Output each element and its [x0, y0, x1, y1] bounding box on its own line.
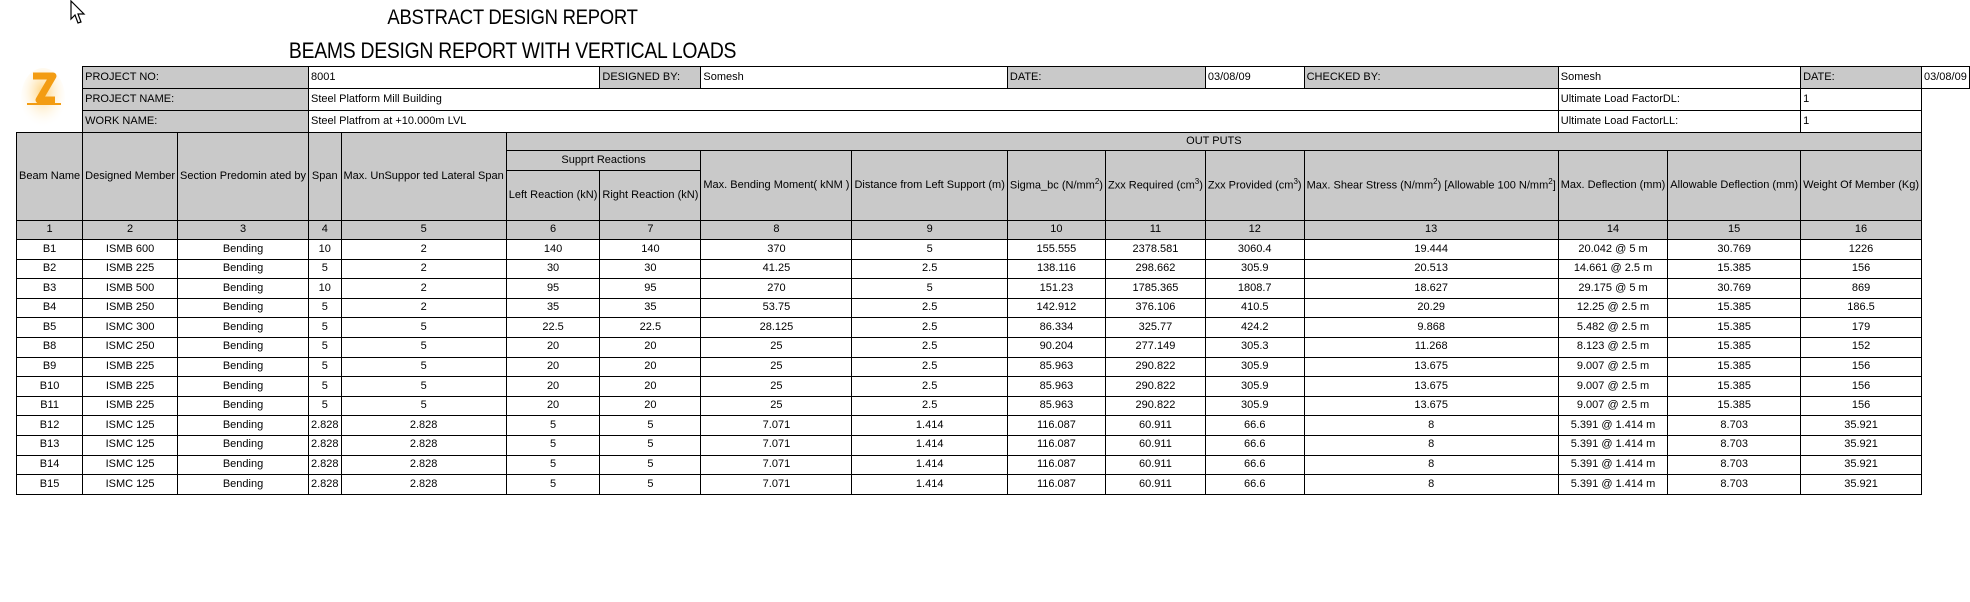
header-left-reaction: Left Reaction (kN): [506, 171, 600, 221]
table-cell: ISMC 250: [83, 337, 178, 357]
table-cell: 14.661 @ 2.5 m: [1558, 259, 1668, 279]
report-title: ABSTRACT DESIGN REPORT: [387, 6, 638, 29]
table-cell: 5: [341, 337, 506, 357]
table-cell: Bending: [178, 259, 309, 279]
table-cell: 2.828: [341, 475, 506, 495]
column-number: 7: [600, 221, 701, 240]
table-cell: 1808.7: [1205, 279, 1304, 299]
column-number: 14: [1558, 221, 1668, 240]
table-cell: 35.921: [1801, 435, 1922, 455]
header-span: Span: [308, 133, 341, 221]
table-cell: 19.444: [1304, 240, 1558, 260]
column-number: 10: [1007, 221, 1105, 240]
table-cell: 8.703: [1668, 455, 1801, 475]
table-cell: 35: [506, 298, 600, 318]
table-cell: Bending: [178, 279, 309, 299]
header-outputs: OUT PUTS: [506, 133, 1921, 151]
table-cell: 15.385: [1668, 377, 1801, 397]
table-cell: 277.149: [1105, 337, 1205, 357]
table-cell: 2.828: [341, 416, 506, 436]
table-cell: B8: [17, 337, 83, 357]
table-cell: 1.414: [852, 455, 1007, 475]
table-cell: 60.911: [1105, 475, 1205, 495]
table-cell: 179: [1801, 318, 1922, 338]
table-cell: 325.77: [1105, 318, 1205, 338]
table-cell: ISMB 225: [83, 259, 178, 279]
date-value: 03/08/09: [1205, 67, 1304, 89]
table-cell: 5: [852, 279, 1007, 299]
table-cell: 35.921: [1801, 475, 1922, 495]
header-max-unsupported-span: Max. UnSuppor ted Lateral Span: [341, 133, 506, 221]
work-name-label: WORK NAME:: [83, 111, 309, 133]
header-right-reaction: Right Reaction (kN): [600, 171, 701, 221]
table-cell: 5: [506, 416, 600, 436]
table-cell: ISMB 250: [83, 298, 178, 318]
table-cell: 116.087: [1007, 416, 1105, 436]
table-cell: 290.822: [1105, 377, 1205, 397]
date-label: DATE:: [1007, 67, 1205, 89]
checked-by-label: CHECKED BY:: [1304, 67, 1558, 89]
table-cell: Bending: [178, 416, 309, 436]
table-cell: 15.385: [1668, 337, 1801, 357]
table-cell: 2.828: [308, 416, 341, 436]
table-cell: 66.6: [1205, 416, 1304, 436]
table-cell: Bending: [178, 337, 309, 357]
table-cell: 20: [506, 377, 600, 397]
column-number: 13: [1304, 221, 1558, 240]
logo-cell: [17, 67, 83, 133]
table-cell: 5: [341, 357, 506, 377]
table-cell: 5: [308, 259, 341, 279]
table-cell: 2.828: [341, 435, 506, 455]
table-cell: 30: [506, 259, 600, 279]
table-cell: B13: [17, 435, 83, 455]
table-cell: 20.513: [1304, 259, 1558, 279]
table-cell: B9: [17, 357, 83, 377]
table-cell: 8: [1304, 455, 1558, 475]
table-cell: 424.2: [1205, 318, 1304, 338]
table-cell: 152: [1801, 337, 1922, 357]
table-cell: Bending: [178, 377, 309, 397]
table-cell: 5: [852, 240, 1007, 260]
table-cell: 90.204: [1007, 337, 1105, 357]
table-cell: 9.007 @ 2.5 m: [1558, 396, 1668, 416]
table-cell: 9.007 @ 2.5 m: [1558, 357, 1668, 377]
table-cell: 1785.365: [1105, 279, 1205, 299]
table-cell: 60.911: [1105, 435, 1205, 455]
column-number-row: [17, 221, 1970, 240]
table-cell: 2.5: [852, 396, 1007, 416]
table-cell: 2.828: [308, 435, 341, 455]
table-cell: 270: [701, 279, 852, 299]
table-cell: 156: [1801, 396, 1922, 416]
project-name-value: Steel Platform Mill Building: [308, 89, 1558, 111]
table-cell: 9.007 @ 2.5 m: [1558, 377, 1668, 397]
table-cell: 30: [600, 259, 701, 279]
table-cell: 5: [308, 377, 341, 397]
table-cell: 2.5: [852, 357, 1007, 377]
table-cell: 290.822: [1105, 357, 1205, 377]
table-cell: 8.703: [1668, 475, 1801, 495]
table-cell: 116.087: [1007, 455, 1105, 475]
column-number: 4: [308, 221, 341, 240]
table-cell: ISMB 600: [83, 240, 178, 260]
table-cell: 290.822: [1105, 396, 1205, 416]
table-cell: 5: [341, 318, 506, 338]
table-cell: 22.5: [506, 318, 600, 338]
table-cell: ISMC 125: [83, 416, 178, 436]
designed-by-value: Somesh: [701, 67, 1008, 89]
table-cell: 2.5: [852, 318, 1007, 338]
date2-value: 03/08/09: [1922, 67, 1970, 89]
table-cell: 2.5: [852, 377, 1007, 397]
header-section-predominated: Section Predomin ated by: [178, 133, 309, 221]
table-cell: 12.25 @ 2.5 m: [1558, 298, 1668, 318]
table-cell: 140: [600, 240, 701, 260]
table-cell: 53.75: [701, 298, 852, 318]
table-cell: 298.662: [1105, 259, 1205, 279]
table-cell: 20: [600, 357, 701, 377]
table-cell: 5: [308, 337, 341, 357]
table-cell: 1226: [1801, 240, 1922, 260]
table-cell: ISMC 125: [83, 455, 178, 475]
checked-by-value: Somesh: [1558, 67, 1800, 89]
table-cell: 85.963: [1007, 396, 1105, 416]
table-cell: ISMB 500: [83, 279, 178, 299]
table-cell: 60.911: [1105, 416, 1205, 436]
header-support-reactions: Supprt Reactions: [506, 151, 701, 171]
table-cell: 25: [701, 337, 852, 357]
table-cell: Bending: [178, 240, 309, 260]
table-cell: 20: [506, 337, 600, 357]
table-cell: 7.071: [701, 416, 852, 436]
table-cell: 1.414: [852, 475, 1007, 495]
header-beam-name: Beam Name: [17, 133, 83, 221]
column-number: 3: [178, 221, 309, 240]
header-sigma-bc: Sigma_bc $(N/mm^2)$: [1007, 151, 1105, 221]
table-row: [17, 455, 1970, 475]
table-cell: 2.5: [852, 298, 1007, 318]
table-row: [17, 240, 1970, 260]
table-cell: ISMC 125: [83, 435, 178, 455]
table-cell: 7.071: [701, 475, 852, 495]
table-row: [17, 357, 1970, 377]
table-cell: Bending: [178, 455, 309, 475]
table-cell: Bending: [178, 298, 309, 318]
table-cell: 2: [341, 279, 506, 299]
table-cell: 305.9: [1205, 396, 1304, 416]
table-row: [17, 416, 1970, 436]
table-cell: 2.828: [308, 455, 341, 475]
table-cell: Bending: [178, 475, 309, 495]
table-row: [17, 318, 1970, 338]
table-cell: 7.071: [701, 435, 852, 455]
mouse-pointer-icon: [70, 0, 86, 26]
header-distance-from-left: Distance from Left Support (m): [852, 151, 1007, 221]
table-cell: 156: [1801, 377, 1922, 397]
table-cell: 5: [308, 357, 341, 377]
table-cell: ISMB 225: [83, 357, 178, 377]
table-cell: 5.391 @ 1.414 m: [1558, 416, 1668, 436]
table-cell: B3: [17, 279, 83, 299]
table-cell: 8: [1304, 475, 1558, 495]
table-cell: 2378.581: [1105, 240, 1205, 260]
designed-by-label: DESIGNED BY:: [600, 67, 701, 89]
table-cell: Bending: [178, 396, 309, 416]
column-number: 8: [701, 221, 852, 240]
table-cell: 35.921: [1801, 455, 1922, 475]
table-cell: 13.675: [1304, 396, 1558, 416]
design-report-table: [16, 66, 1970, 495]
table-cell: 376.106: [1105, 298, 1205, 318]
table-cell: 8.703: [1668, 435, 1801, 455]
table-cell: 66.6: [1205, 475, 1304, 495]
header-designed-member: Designed Member: [83, 133, 178, 221]
report-subtitle: BEAMS DESIGN REPORT WITH VERTICAL LOADS: [288, 38, 737, 63]
table-cell: 28.125: [701, 318, 852, 338]
table-row: [17, 377, 1970, 397]
table-cell: Bending: [178, 435, 309, 455]
table-cell: 370: [701, 240, 852, 260]
table-cell: 138.116: [1007, 259, 1105, 279]
table-cell: 8: [1304, 416, 1558, 436]
header-allowable-deflection: Allowable Deflection (mm): [1668, 151, 1801, 221]
table-cell: 30.769: [1668, 279, 1801, 299]
table-row: [17, 298, 1970, 318]
table-cell: 151.23: [1007, 279, 1105, 299]
table-cell: 10: [308, 279, 341, 299]
column-number: 6: [506, 221, 600, 240]
table-cell: 869: [1801, 279, 1922, 299]
table-row: [17, 475, 1970, 495]
table-cell: 20.29: [1304, 298, 1558, 318]
table-cell: 156: [1801, 259, 1922, 279]
table-cell: 7.071: [701, 455, 852, 475]
table-cell: B1: [17, 240, 83, 260]
table-row: [17, 279, 1970, 299]
table-cell: 155.555: [1007, 240, 1105, 260]
table-cell: 15.385: [1668, 259, 1801, 279]
column-number: 11: [1105, 221, 1205, 240]
table-cell: ISMC 125: [83, 475, 178, 495]
work-name-value: Steel Platfrom at +10.000m LVL: [308, 111, 1558, 133]
table-cell: B5: [17, 318, 83, 338]
table-cell: B10: [17, 377, 83, 397]
table-cell: 1.414: [852, 435, 1007, 455]
table-cell: 5: [308, 298, 341, 318]
table-cell: 305.9: [1205, 357, 1304, 377]
table-cell: 15.385: [1668, 318, 1801, 338]
table-cell: 410.5: [1205, 298, 1304, 318]
table-cell: 86.334: [1007, 318, 1105, 338]
table-cell: 25: [701, 396, 852, 416]
table-cell: B11: [17, 396, 83, 416]
table-cell: 18.627: [1304, 279, 1558, 299]
table-cell: 305.3: [1205, 337, 1304, 357]
table-cell: 85.963: [1007, 377, 1105, 397]
table-cell: 2: [341, 298, 506, 318]
table-cell: 2.828: [341, 455, 506, 475]
table-cell: 11.268: [1304, 337, 1558, 357]
table-cell: 5: [506, 475, 600, 495]
table-cell: 5: [600, 455, 701, 475]
table-cell: 41.25: [701, 259, 852, 279]
table-cell: 305.9: [1205, 377, 1304, 397]
table-cell: 8: [1304, 435, 1558, 455]
ultimate-ll-label: Ultimate Load FactorLL:: [1558, 111, 1800, 133]
table-cell: 2.5: [852, 337, 1007, 357]
header-max-bending-moment: Max. Bending Moment( kNM ): [701, 151, 852, 221]
table-cell: B4: [17, 298, 83, 318]
table-cell: 15.385: [1668, 396, 1801, 416]
table-cell: 13.675: [1304, 377, 1558, 397]
table-cell: 25: [701, 357, 852, 377]
date2-label: DATE:: [1801, 67, 1922, 89]
table-cell: 20: [506, 357, 600, 377]
table-cell: 2: [341, 259, 506, 279]
table-cell: 8.123 @ 2.5 m: [1558, 337, 1668, 357]
table-cell: 3060.4: [1205, 240, 1304, 260]
header-max-deflection: Max. Deflection (mm): [1558, 151, 1668, 221]
table-cell: 8.703: [1668, 416, 1801, 436]
table-cell: Bending: [178, 357, 309, 377]
table-cell: Bending: [178, 318, 309, 338]
header-max-shear-stress: Max. Shear Stress $(N/mm^2)$ [Allowable 100 $N/mm^2$]: [1304, 151, 1558, 221]
table-cell: 5: [308, 396, 341, 416]
table-cell: 10: [308, 240, 341, 260]
column-number: 15: [1668, 221, 1801, 240]
table-cell: 5: [600, 416, 701, 436]
table-cell: 2: [341, 240, 506, 260]
table-cell: 20: [600, 337, 701, 357]
table-cell: 140: [506, 240, 600, 260]
table-cell: 85.963: [1007, 357, 1105, 377]
table-cell: 142.912: [1007, 298, 1105, 318]
table-cell: 35.921: [1801, 416, 1922, 436]
table-cell: 5: [341, 377, 506, 397]
table-row: [17, 396, 1970, 416]
table-cell: 95: [506, 279, 600, 299]
table-cell: 35: [600, 298, 701, 318]
project-no-label: PROJECT NO:: [83, 67, 309, 89]
table-cell: 5: [308, 318, 341, 338]
table-cell: 20.042 @ 5 m: [1558, 240, 1668, 260]
table-cell: B12: [17, 416, 83, 436]
table-cell: 305.9: [1205, 259, 1304, 279]
header-zxx-required: Zxx Required $(cm^3)$: [1105, 151, 1205, 221]
header-zxx-provided: Zxx Provided $(cm^3)$: [1205, 151, 1304, 221]
table-cell: 66.6: [1205, 455, 1304, 475]
table-cell: 116.087: [1007, 475, 1105, 495]
table-cell: 5.391 @ 1.414 m: [1558, 435, 1668, 455]
table-cell: 186.5: [1801, 298, 1922, 318]
table-cell: 5: [506, 435, 600, 455]
table-cell: ISMB 225: [83, 377, 178, 397]
ultimate-dl-value: 1: [1801, 89, 1922, 111]
column-number: 1: [17, 221, 83, 240]
table-cell: B15: [17, 475, 83, 495]
table-cell: 20: [506, 396, 600, 416]
table-cell: 30.769: [1668, 240, 1801, 260]
project-no-value: 8001: [308, 67, 599, 89]
table-cell: 2.828: [308, 475, 341, 495]
table-cell: 29.175 @ 5 m: [1558, 279, 1668, 299]
table-row: [17, 259, 1970, 279]
column-number: 2: [83, 221, 178, 240]
table-cell: 20: [600, 396, 701, 416]
table-cell: 15.385: [1668, 357, 1801, 377]
table-row: [17, 337, 1970, 357]
table-cell: ISMB 225: [83, 396, 178, 416]
table-cell: 1.414: [852, 416, 1007, 436]
table-row: [17, 435, 1970, 455]
table-cell: 5: [600, 475, 701, 495]
table-cell: 60.911: [1105, 455, 1205, 475]
table-cell: 2.5: [852, 259, 1007, 279]
header-weight-of-member: Weight Of Member (Kg): [1801, 151, 1922, 221]
table-cell: 13.675: [1304, 357, 1558, 377]
table-cell: 25: [701, 377, 852, 397]
column-number: 12: [1205, 221, 1304, 240]
table-cell: 5.482 @ 2.5 m: [1558, 318, 1668, 338]
table-cell: 5.391 @ 1.414 m: [1558, 455, 1668, 475]
project-name-label: PROJECT NAME:: [83, 89, 309, 111]
column-number: 9: [852, 221, 1007, 240]
table-cell: 5: [506, 455, 600, 475]
table-cell: 116.087: [1007, 435, 1105, 455]
table-cell: 22.5: [600, 318, 701, 338]
table-cell: 5: [600, 435, 701, 455]
table-cell: 9.868: [1304, 318, 1558, 338]
ultimate-dl-label: Ultimate Load FactorDL:: [1558, 89, 1800, 111]
table-cell: 156: [1801, 357, 1922, 377]
table-cell: 5.391 @ 1.414 m: [1558, 475, 1668, 495]
table-cell: B14: [17, 455, 83, 475]
table-cell: 15.385: [1668, 298, 1801, 318]
column-number: 16: [1801, 221, 1922, 240]
table-cell: ISMC 300: [83, 318, 178, 338]
table-cell: 66.6: [1205, 435, 1304, 455]
ultimate-ll-value: 1: [1801, 111, 1922, 133]
table-cell: 5: [341, 396, 506, 416]
column-number: 5: [341, 221, 506, 240]
table-cell: 20: [600, 377, 701, 397]
table-cell: B2: [17, 259, 83, 279]
table-cell: 95: [600, 279, 701, 299]
